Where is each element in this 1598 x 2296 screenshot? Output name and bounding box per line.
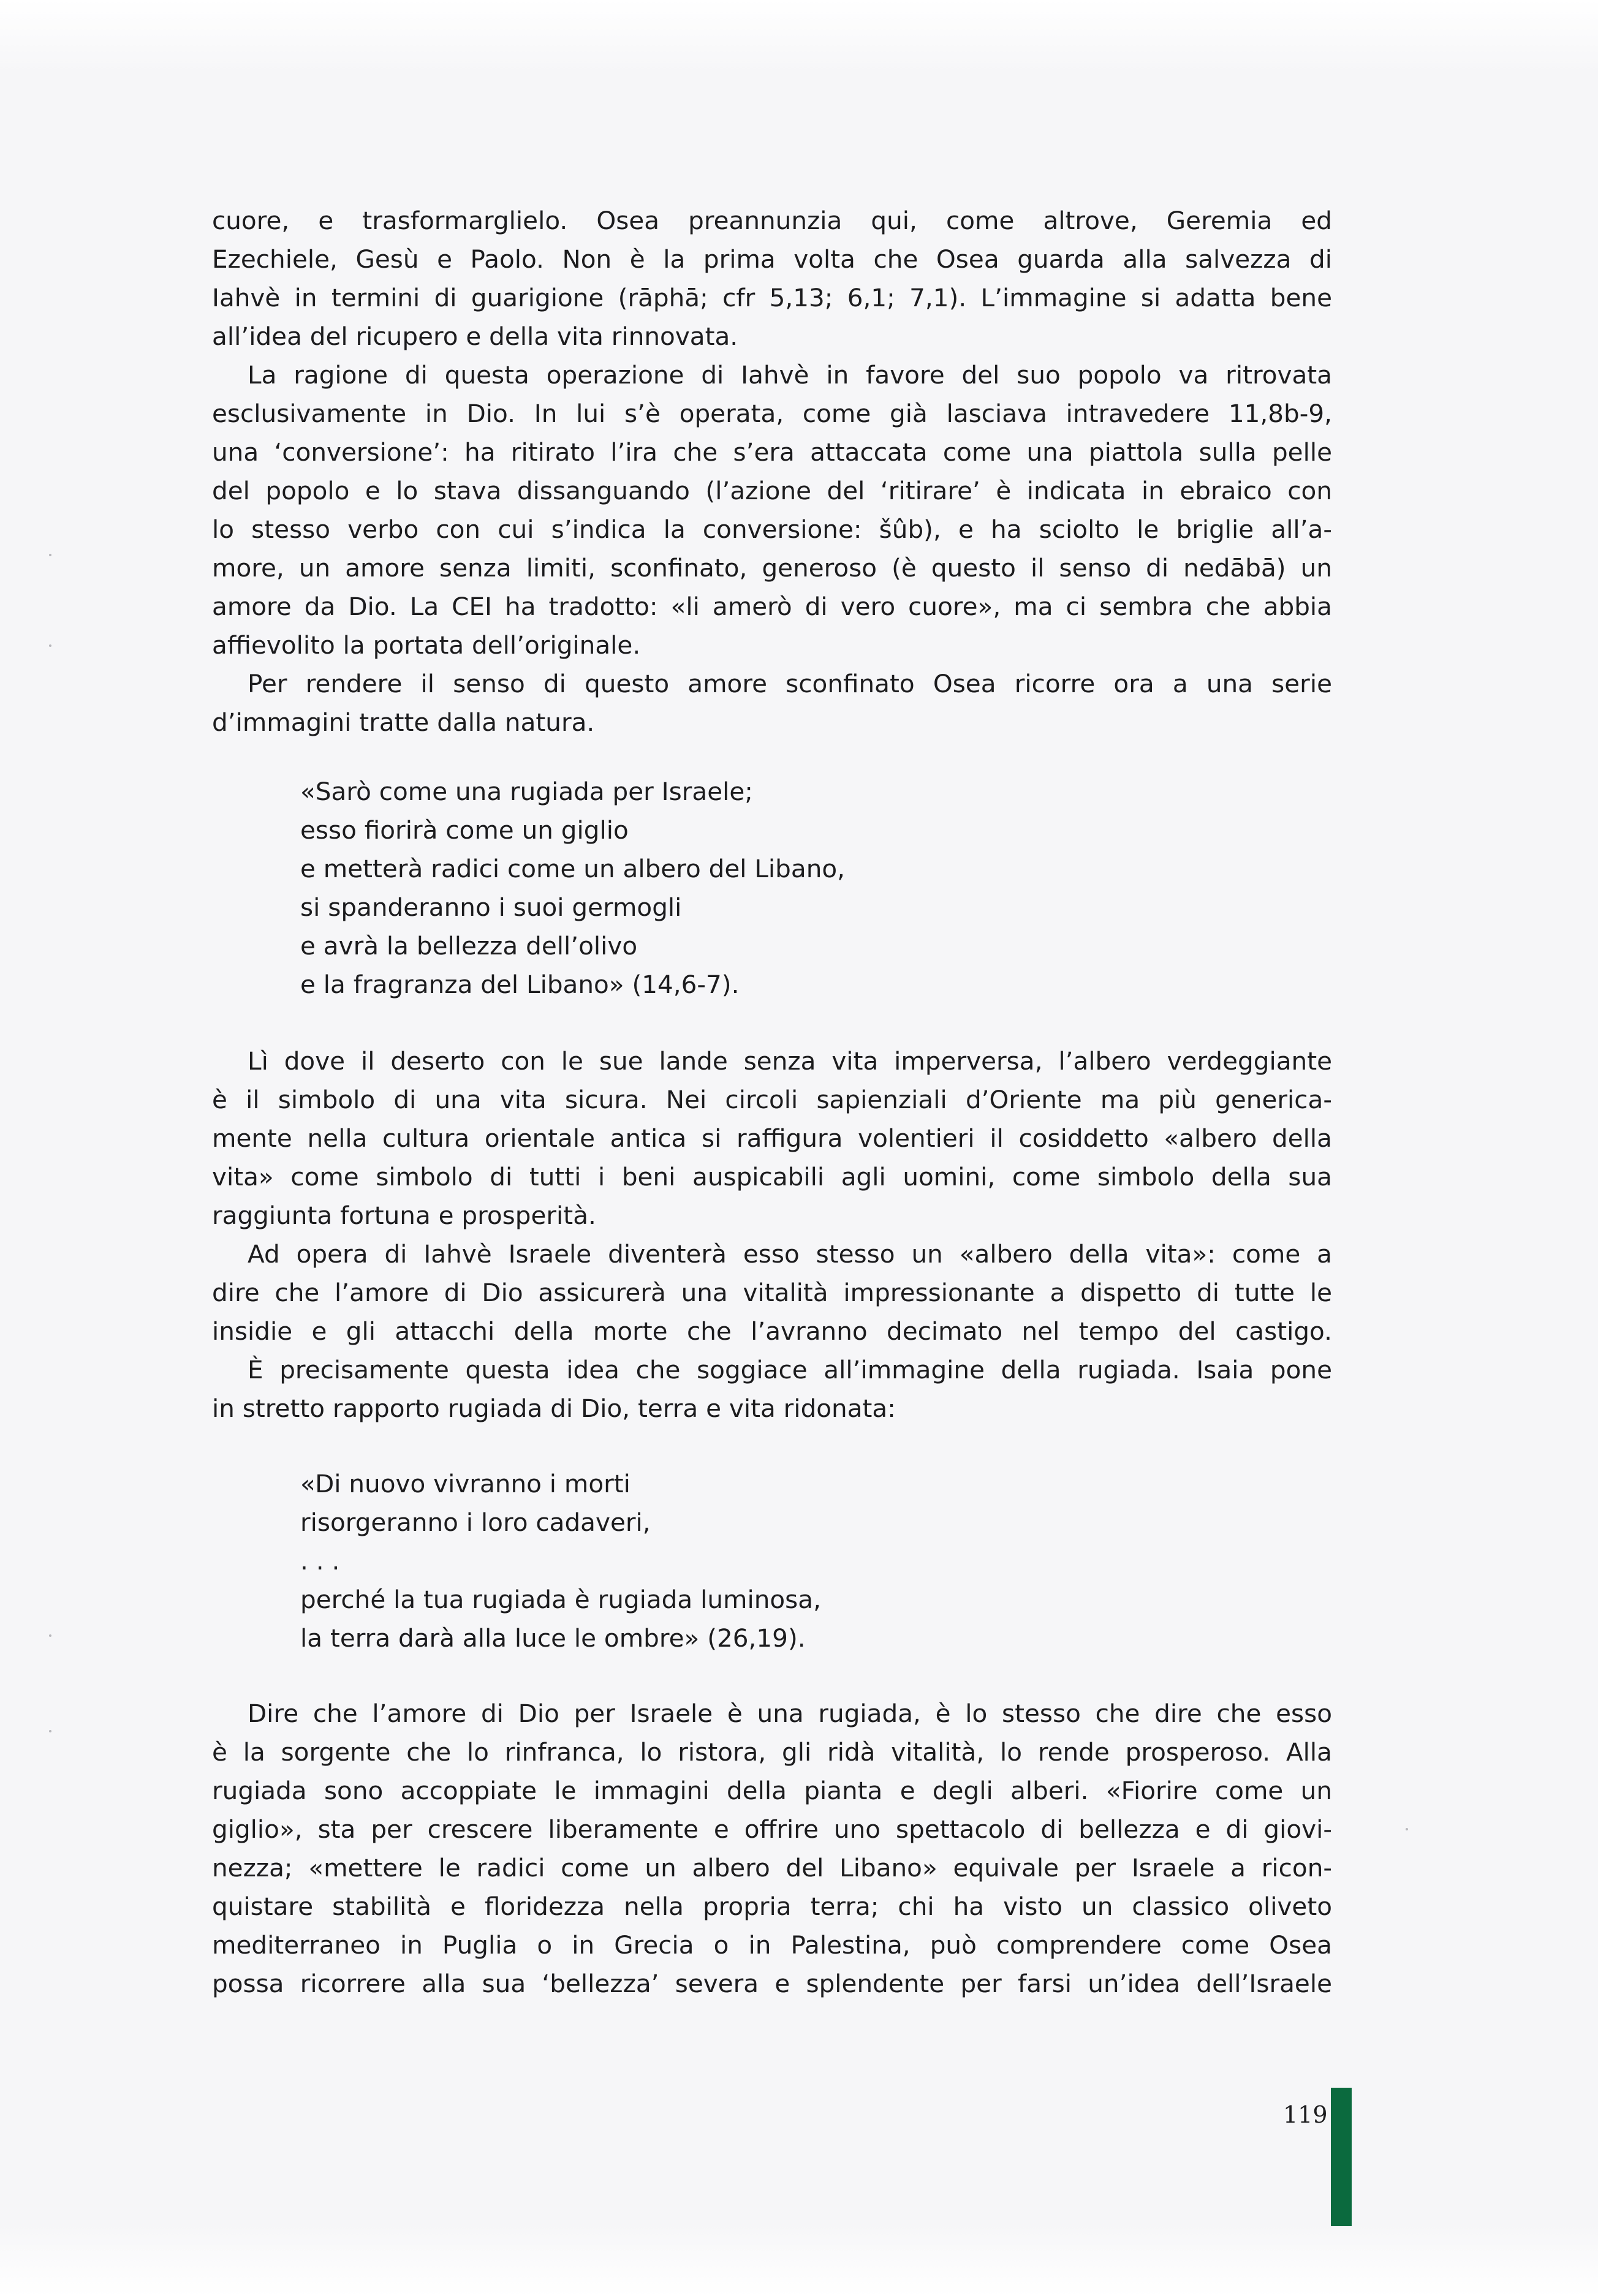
verse-line: esso fiorirà come un giglio [300, 815, 629, 845]
verse-quote-2 [300, 1465, 1036, 1658]
paragraph-5 [212, 1235, 1332, 1428]
verse-ellipsis: . . . [300, 1546, 340, 1576]
text-line: È precisamente questa idea che soggiace all’immagine della rugiada. Isaia pone [248, 1355, 1332, 1384]
text-line: vita» come simbolo di tutti i beni auspicabili agli uomini, come simbolo della sua [212, 1162, 1332, 1191]
paragraph-1 [212, 202, 1332, 356]
scan-top-shadow [0, 0, 1598, 74]
text-line: dire che l’amore di Dio assicurerà una vitalità impressionante a dispetto di tutte le [212, 1278, 1332, 1307]
scan-bottom-shadow [0, 2224, 1598, 2296]
verse-line: si spanderanno i suoi germogli [300, 893, 682, 922]
text-line: Dire che l’amore di Dio per Israele è una rugiada, è lo stesso che dire che esso [248, 1699, 1332, 1728]
text-line: rugiada sono accoppiate le immagini della pianta e degli alberi. «Fiorire come un [212, 1776, 1332, 1805]
verse-line: perché la tua rugiada è rugiada luminosa, [300, 1585, 821, 1614]
scan-speck [49, 1730, 51, 1732]
text-line: Per rendere il senso di questo amore sconfinato Osea ricorre ora a una serie [248, 669, 1332, 698]
scan-speck [1406, 1828, 1408, 1830]
scan-speck [49, 554, 51, 556]
green-edge-tab [1331, 2088, 1352, 2226]
text-line: una ‘conversione’: ha ritirato l’ira che s’era attaccata come una piattola sulla pelle [212, 437, 1332, 467]
text-line: mente nella cultura orientale antica si raffigura volentieri il cosiddetto «albero della [212, 1123, 1332, 1153]
verse-line: risorgeranno i loro cadaveri, [300, 1508, 651, 1537]
text-line: raggiunta fortuna e prosperità. [212, 1201, 596, 1230]
text-line: Iahvè in termini di guarigione (rāphā; cfr 5,13; 6,1; 7,1). L’immagine si adatta bene [212, 283, 1332, 312]
text-line: possa ricorrere alla sua ‘bellezza’ severa e splendente per farsi un’idea dell’Israele [212, 1969, 1332, 1998]
page-number: 119 [1283, 2101, 1328, 2128]
text-line: in stretto rapporto rugiada di Dio, terra e vita ridonata: [212, 1394, 896, 1423]
text-line: Lì dove il deserto con le sue lande senza vita imperversa, l’albero verdeggiante [248, 1046, 1332, 1076]
text-line: mediterraneo in Puglia o in Grecia o in Palestina, può comprendere come Osea [212, 1930, 1332, 1960]
text-line: esclusivamente in Dio. In lui s’è operata, come già lasciava intravedere 11,8b-9, [212, 399, 1332, 428]
text-line: è la sorgente che lo rinfranca, lo ristora, gli ridà vitalità, lo rende prosperoso. Alla [212, 1737, 1332, 1767]
paragraph-3 [212, 665, 1332, 742]
text-line: amore da Dio. La CEI ha tradotto: «li amerò di vero cuore», ma ci sembra che abbia [212, 592, 1332, 621]
text-line: nezza; «mettere le radici come un albero del Libano» equivale per Israele a ricon- [212, 1853, 1332, 1882]
paragraph-4 [212, 1042, 1332, 1235]
text-line: more, un amore senza limiti, sconfinato, generoso (è questo il senso di nedābā) un [212, 553, 1332, 583]
verse-line: la terra darà alla luce le ombre» (26,19). [300, 1623, 806, 1653]
text-line: d’immagini tratte dalla natura. [212, 708, 595, 737]
text-line: La ragione di questa operazione di Iahvè in favore del suo popolo va ritrovata [248, 360, 1332, 390]
text-line: cuore, e trasformarglielo. Osea preannunzia qui, come altrove, Geremia ed [212, 206, 1332, 235]
text-line: è il simbolo di una vita sicura. Nei circoli sapienziali d’Oriente ma più generica- [212, 1085, 1332, 1114]
text-line: giglio», sta per crescere liberamente e offrire uno spettacolo di bellezza e di giovi- [212, 1815, 1332, 1844]
verse-line: e metterà radici come un albero del Libano, [300, 854, 846, 883]
text-line: all’idea del ricupero e della vita rinnovata. [212, 322, 738, 351]
text-line: affievolito la portata dell’originale. [212, 630, 641, 660]
verse-line: «Di nuovo vivranno i morti [300, 1469, 630, 1498]
text-line: Ezechiele, Gesù e Paolo. Non è la prima volta che Osea guarda alla salvezza di [212, 244, 1332, 274]
paragraph-2 [212, 356, 1332, 665]
text-line: Ad opera di Iahvè Israele diventerà esso stesso un «albero della vita»: come a [248, 1239, 1332, 1269]
verse-line: e avrà la bellezza dell’olivo [300, 931, 638, 961]
text-line: quistare stabilità e floridezza nella propria terra; chi ha visto un classico oliveto [212, 1892, 1332, 1921]
scan-speck [49, 1634, 51, 1637]
paragraph-6 [212, 1694, 1332, 2003]
verse-line: e la fragranza del Libano» (14,6-7). [300, 970, 740, 999]
text-line: insidie e gli attacchi della morte che l’avranno decimato nel tempo del castigo. [212, 1316, 1332, 1346]
verse-line: «Sarò come una rugiada per Israele; [300, 777, 753, 806]
scan-speck [49, 644, 51, 647]
text-line: del popolo e lo stava dissanguando (l’azione del ‘ritirare’ è indicata in ebraico con [212, 476, 1332, 505]
verse-quote-1 [300, 772, 1036, 1004]
text-line: lo stesso verbo con cui s’indica la conversione: šûb), e ha sciolto le briglie all’a- [212, 515, 1332, 544]
